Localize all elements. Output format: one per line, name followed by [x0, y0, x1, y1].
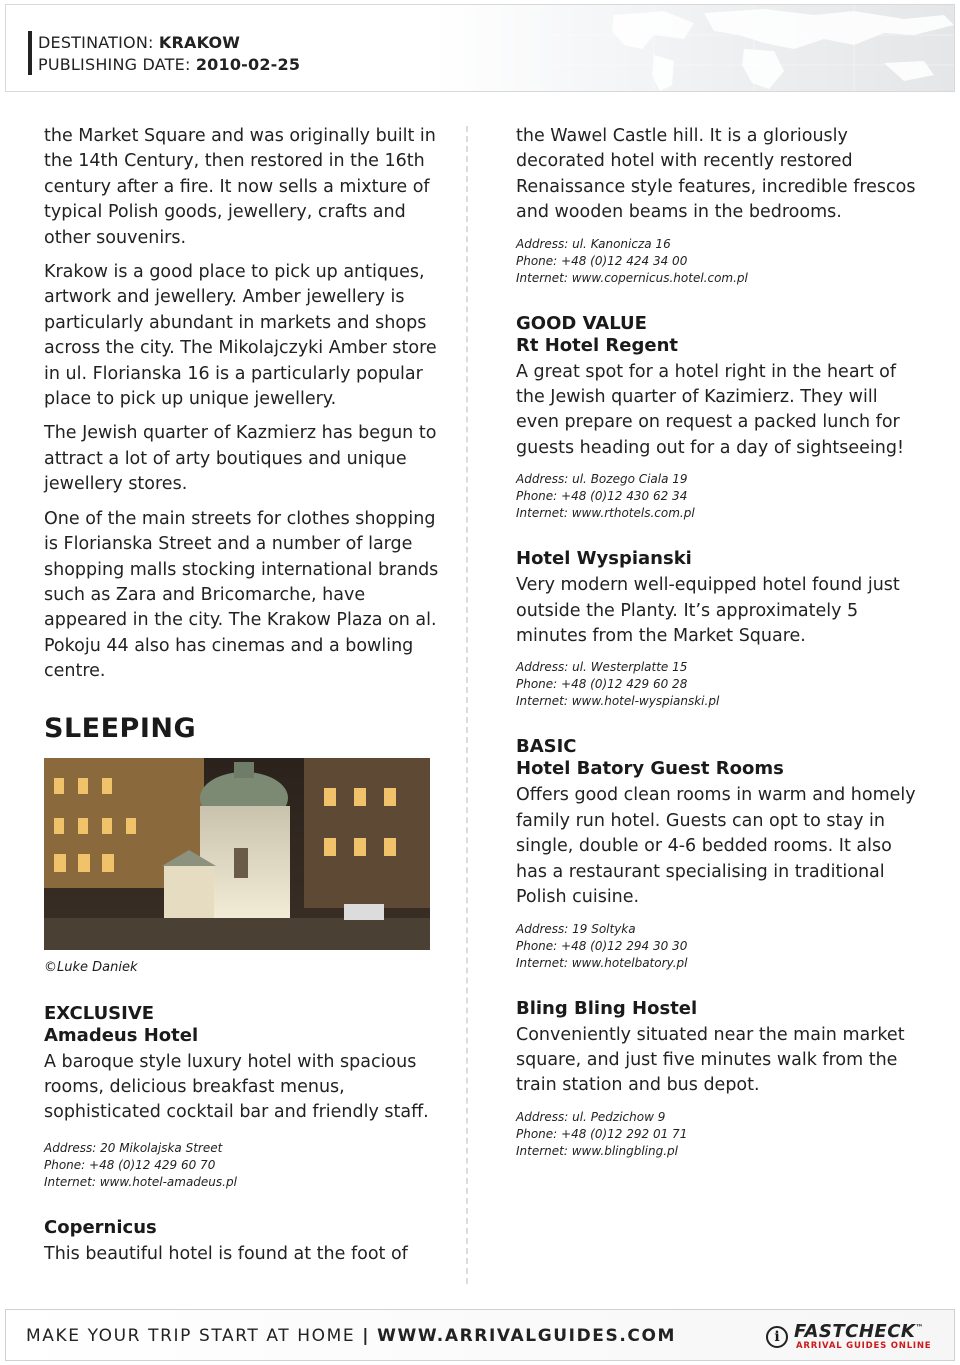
hotel-name-wyspianski: Hotel Wyspianski: [516, 548, 692, 570]
hotel-name-bling-bling: Bling Bling Hostel: [516, 997, 698, 1019]
website-link[interactable]: WWW.ARRIVALGUIDES.COM: [377, 1326, 677, 1346]
hotel-description: Offers good clean rooms in warm and homely family run hotel. Guests can opt to stay in single, double or 4-6 bedded rooms. It also has a restaurant specialising in traditional Polish cuisine.: [516, 785, 916, 908]
paragraph: the Market Square and was originally built in the 14th Century, then restored in the 16th century after a fire. It now sells a mixture of typical Polish goods, jewellery, crafts and other souvenirs.: [44, 126, 436, 248]
tagline-text: MAKE YOUR TRIP START AT HOME: [26, 1326, 356, 1346]
hotel-contact: [516, 1109, 916, 1160]
page-footer: [5, 1309, 955, 1361]
hotel-internet: Internet: www.hotel-amadeus.pl: [44, 1174, 237, 1189]
hotel-contact: [516, 236, 916, 287]
hotel-description: A baroque style luxury hotel with spacious rooms, delicious breakfast menus, sophisticated cocktail bar and friendly staff.: [44, 1051, 429, 1123]
tagline-separator: |: [362, 1326, 371, 1346]
hotel-phone: Phone: +48 (0)12 424 34 00: [516, 253, 688, 268]
hotel-contact: [516, 659, 916, 710]
hotel-description: Conveniently situated near the main market square, and just five minutes walk from the train station and bus depot.: [516, 1024, 905, 1096]
hotel-description: Very modern well-equipped hotel found just outside the Planty. It’s approximately 5 minutes from the Market Square.: [516, 575, 900, 647]
hotel-internet: Internet: www.copernicus.hotel.com.pl: [516, 270, 748, 285]
hotel-internet: Internet: www.hotelbatory.pl: [516, 955, 688, 970]
hotel-phone: Phone: +48 (0)12 429 60 70: [44, 1157, 216, 1172]
hotel-name-batory: Hotel Batory Guest Rooms: [516, 758, 784, 780]
hotel-description: A great spot for a hotel right in the heart of the Jewish quarter of Kazimierz. They will even prepare on request a packed lunch for guests heading out for a day of sightseeing!: [516, 361, 905, 458]
hotel-phone: Phone: +48 (0)12 429 60 28: [516, 677, 688, 692]
hotel-internet: Internet: www.blingbling.pl: [516, 1143, 678, 1158]
publishing-date-line: [38, 55, 300, 74]
destination-label: DESTINATION:: [38, 33, 154, 52]
hotel-address: Address: ul. Bozego Ciala 19: [516, 472, 688, 487]
hotel-phone: Phone: +48 (0)12 292 01 71: [516, 1126, 688, 1141]
hotel-name-amadeus: Amadeus Hotel: [44, 1024, 199, 1046]
hotel-name-copernicus: Copernicus: [44, 1216, 157, 1238]
logo-name: [794, 1321, 924, 1342]
hotel-contact: [44, 1140, 444, 1191]
destination-value: KRAKOW: [158, 33, 241, 52]
hotel-address: Address: ul. Kanonicza 16: [516, 236, 671, 251]
hotel-phone: Phone: +48 (0)12 294 30 30: [516, 938, 688, 953]
trademark-symbol: ™: [915, 1323, 924, 1332]
hotel-address: Address: 19 Soltyka: [516, 921, 636, 936]
paragraph: One of the main streets for clothes shopping is Florianska Street and a number of large shopping malls stocking international brands such as Zara and Bricomarche, have appeared in the city. The Krakow Plaza on al. Pokoju 44 also has cinemas and a bowling centre.: [44, 508, 439, 682]
left-column: [44, 124, 444, 1276]
section-title-sleeping: SLEEPING: [44, 712, 197, 744]
fastcheck-logo: [766, 1318, 936, 1354]
column-divider: [466, 126, 468, 1284]
category-basic: BASIC: [516, 736, 577, 758]
logo-name-text: FASTCHECK: [794, 1321, 916, 1342]
church-photo-graphic: [44, 758, 430, 950]
hotel-contact: [516, 921, 916, 972]
footer-tagline: [26, 1326, 676, 1346]
hotel-internet: Internet: www.hotel-wyspianski.pl: [516, 694, 720, 709]
world-map-graphic: [554, 5, 954, 92]
church-photo: [44, 758, 430, 950]
publishing-date-label: PUBLISHING DATE:: [38, 55, 191, 74]
hotel-description: This beautiful hotel is found at the foot of: [44, 1243, 408, 1264]
category-good-value: GOOD VALUE: [516, 312, 647, 334]
right-column: [516, 124, 916, 1186]
publishing-date-value: 2010-02-25: [195, 55, 301, 74]
paragraph: The Jewish quarter of Kazmierz has begun to attract a lot of arty boutiques and unique jewellery stores.: [44, 423, 437, 495]
hotel-contact: [516, 471, 916, 522]
hotel-description-continued: the Wawel Castle hill. It is a gloriously decorated hotel with recently restored Renaissance style features, incredible frescos and wooden beams in the bedrooms.: [516, 126, 916, 223]
page-header: [5, 4, 955, 92]
info-icon: i: [766, 1326, 788, 1348]
category-exclusive: EXCLUSIVE: [44, 1002, 155, 1024]
photo-credit: ©Luke Daniek: [44, 959, 138, 975]
hotel-address: Address: ul. Westerplatte 15: [516, 660, 688, 675]
destination-line: [38, 33, 240, 52]
logo-subtitle: ARRIVAL GUIDES ONLINE: [796, 1341, 932, 1351]
hotel-phone: Phone: +48 (0)12 430 62 34: [516, 489, 688, 504]
hotel-address: Address: ul. Pedzichow 9: [516, 1109, 666, 1124]
hotel-name-regent: Rt Hotel Regent: [516, 334, 678, 356]
hotel-address: Address: 20 Mikolajska Street: [44, 1140, 223, 1155]
header-accent-bar: [28, 31, 32, 75]
paragraph: Krakow is a good place to pick up antiques, artwork and jewellery. Amber jewellery is particularly abundant in markets and shops across the city. The Mikolajczyki Amber store in ul. Florianska 16 is a particularly popular place to pick up unique jewellery.: [44, 262, 437, 410]
hotel-internet: Internet: www.rthotels.com.pl: [516, 506, 695, 521]
